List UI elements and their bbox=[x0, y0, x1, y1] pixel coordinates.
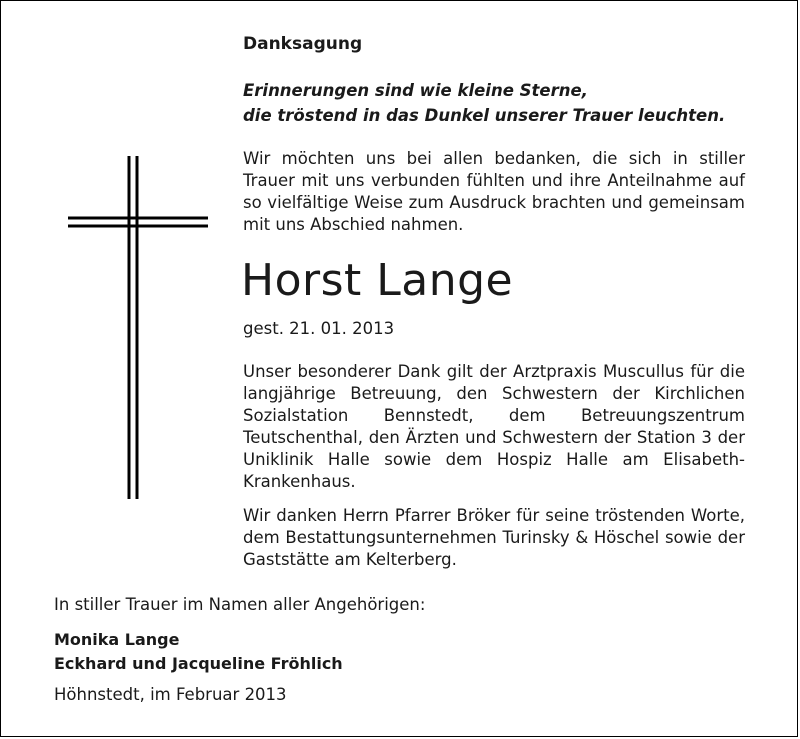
death-date: gest. 21. 01. 2013 bbox=[243, 319, 395, 338]
cross-icon bbox=[67, 155, 209, 500]
quote-line: Erinnerungen sind wie kleine Sterne, bbox=[243, 81, 588, 100]
mourners-list bbox=[54, 628, 343, 676]
mourning-line: In stiller Trauer im Namen aller Angehörigen: bbox=[54, 595, 426, 614]
heading: Danksagung bbox=[243, 34, 363, 54]
thanks-text: Unser besonderer Dank gilt der Arztpraxis Muscullus für die langjährige Betreuung, den Schwestern der Kirchlichen Sozialstation Bennstedt, dem Betreuungszentrum Teutschenthal, den Ärzten und Schwestern der Station 3 der Uniklinik Halle sowie dem Hospiz Halle am Elisabeth-Krankenhaus. bbox=[243, 362, 745, 491]
mourner-name: Eckhard und Jacqueline Fröhlich bbox=[54, 654, 343, 673]
quote bbox=[243, 78, 763, 128]
deceased-name: Horst Lange bbox=[241, 255, 514, 306]
mourner-name: Monika Lange bbox=[54, 630, 180, 649]
quote-line: die tröstend in das Dunkel unserer Trauer leuchten. bbox=[243, 106, 726, 125]
intro-text: Wir möchten uns bei allen bedanken, die sich in stiller Trauer mit uns verbunden fühlten und ihre Anteilnahme auf so vielfältige Weise zum Ausdruck brachten und gemeinsam mit uns Abschied nahmen. bbox=[243, 149, 745, 234]
place-date: Höhnstedt, im Februar 2013 bbox=[54, 685, 287, 704]
thanks-text-2: Wir danken Herrn Pfarrer Bröker für seine tröstenden Worte, dem Bestattungsunternehmen Turinsky & Höschel sowie der Gaststätte am Kelterberg. bbox=[243, 506, 745, 569]
